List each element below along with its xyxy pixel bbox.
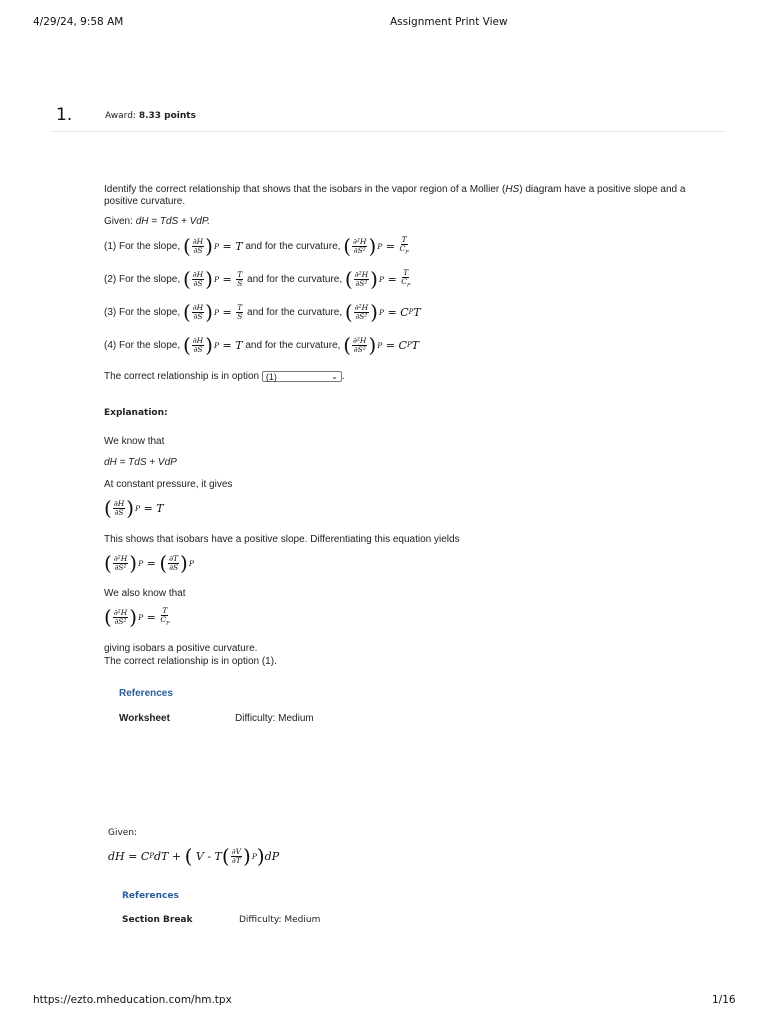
curvature-result-equation: ( $\frac{\text{∂²H}}{\text{∂S²}}$ ) P = $\frac{T}{C_P}$ [104,605,170,629]
slope-expression: ( $\frac{\partial H}{\partial S}$ ) P = T [182,234,243,258]
given-label: Given: [104,216,133,227]
question-prompt-line2: positive curvature. [104,196,186,207]
explanation-we-know: We know that [104,436,165,447]
given-equation: dH = TdS + VdP. [135,216,210,227]
explanation-conclusion: The correct relationship is in option (1). [104,656,277,667]
page-header-title: Assignment Print View [390,16,508,28]
explanation-giving: giving isobars a positive curvature. [104,643,258,654]
curvature-expression: ( $\frac{\text{∂²H}}{\text{∂S²}}$ ) P = $\frac{T}{C_P}$ [344,267,411,291]
question-prompt-line1: Identify the correct relationship that shows that the isobars in the vapor region of a Mollier (HS) diagram have a positive slope and a [104,184,686,195]
curvature-expression: ( $\frac{\text{∂²H}}{\text{∂S²}}$ ) P = C P T [344,300,421,324]
award-label: Award: [105,111,136,121]
award-line [105,111,196,121]
slope-result-equation: ( $\frac{\partial H}{\partial S}$ ) P = T [104,496,164,520]
award-points: 8.33 points [138,111,196,121]
references-link[interactable]: References [119,688,173,699]
explanation-title: Explanation: [104,408,168,418]
curvature-expression: ( $\frac{\text{∂²H}}{\text{∂S²}}$ ) P = $\frac{T}{C_P}$ [343,234,409,258]
derivative-equation: ( $\frac{\text{∂²H}}{\text{∂S²}}$ ) P = ( $\frac{\partial T}{\partial S}$ ) P [104,551,194,575]
answer-line: The correct relationship is in option (1) ⌄ . [104,371,345,383]
hs-abbrev: HS [505,184,520,195]
difficulty-label: Difficulty: Medium [235,713,314,724]
answer-prefix: The correct relationship is in option [104,371,260,383]
slope-expression: ( $\frac{\partial H}{\partial S}$ ) P = $\frac{T}{S}$ [182,300,243,324]
reference-worksheet-label: Worksheet [119,713,170,724]
explanation-const-pressure: At constant pressure, it gives [104,479,233,490]
enthalpy-differential-equation: dH = C P dT + ( V - T ( $\frac{\partial V}{\partial T}$ ) P ) dP [108,844,280,868]
difficulty-label-2: Difficulty: Medium [239,915,321,925]
print-datetime: 4/29/24, 9:58 AM [33,16,124,28]
page-url: https://ezto.mheducation.com/hm.tpx [33,994,232,1006]
option-4: (4) For the slope, ( $\frac{\partial H}{\partial S}$ ) P = T and for the curvature, ( $\frac{\text{∂²H}}{\text{∂S²}}$ ) P = C P T [104,333,420,357]
given-label-2: Given: [108,828,138,838]
answer-select[interactable] [262,371,342,382]
question-divider [52,131,724,132]
option-2: (2) For the slope, ( $\frac{\partial H}{\partial S}$ ) P = $\frac{T}{S}$ and for the curvature, ( $\frac{\text{∂²H}}{\text{∂S²}}$ ) P = $\frac{T}{C_P}$ [104,267,411,291]
question-number: 1. [56,105,73,125]
explanation-shows: This shows that isobars have a positive slope. Differentiating this equation yields [104,534,460,545]
references-link-2[interactable]: References [122,891,179,901]
slope-expression: ( $\frac{\partial H}{\partial S}$ ) P = T [182,333,243,357]
answer-select-value: (1) [265,371,277,382]
given-line [104,216,210,227]
chevron-down-icon: ⌄ [331,372,338,381]
slope-expression: ( $\frac{\partial H}{\partial S}$ ) P = $\frac{T}{S}$ [182,267,243,291]
curvature-expression: ( $\frac{\text{∂²H}}{\text{∂S²}}$ ) P = C P T [343,333,420,357]
option-3: (3) For the slope, ( $\frac{\partial H}{\partial S}$ ) P = $\frac{T}{S}$ and for the curvature, ( $\frac{\text{∂²H}}{\text{∂S²}}$ ) P = C P T [104,300,421,324]
page-number: 1/16 [712,994,736,1006]
explanation-equation: dH = TdS + VdP [104,457,177,468]
reference-section-break-label: Section Break [122,915,193,925]
explanation-also-know: We also know that [104,588,186,599]
option-1: (1) For the slope, ( $\frac{\partial H}{\partial S}$ ) P = T and for the curvature, ( $\frac{\text{∂²H}}{\text{∂S²}}$ ) P = $\frac{T}{C_P}$ [104,234,409,258]
